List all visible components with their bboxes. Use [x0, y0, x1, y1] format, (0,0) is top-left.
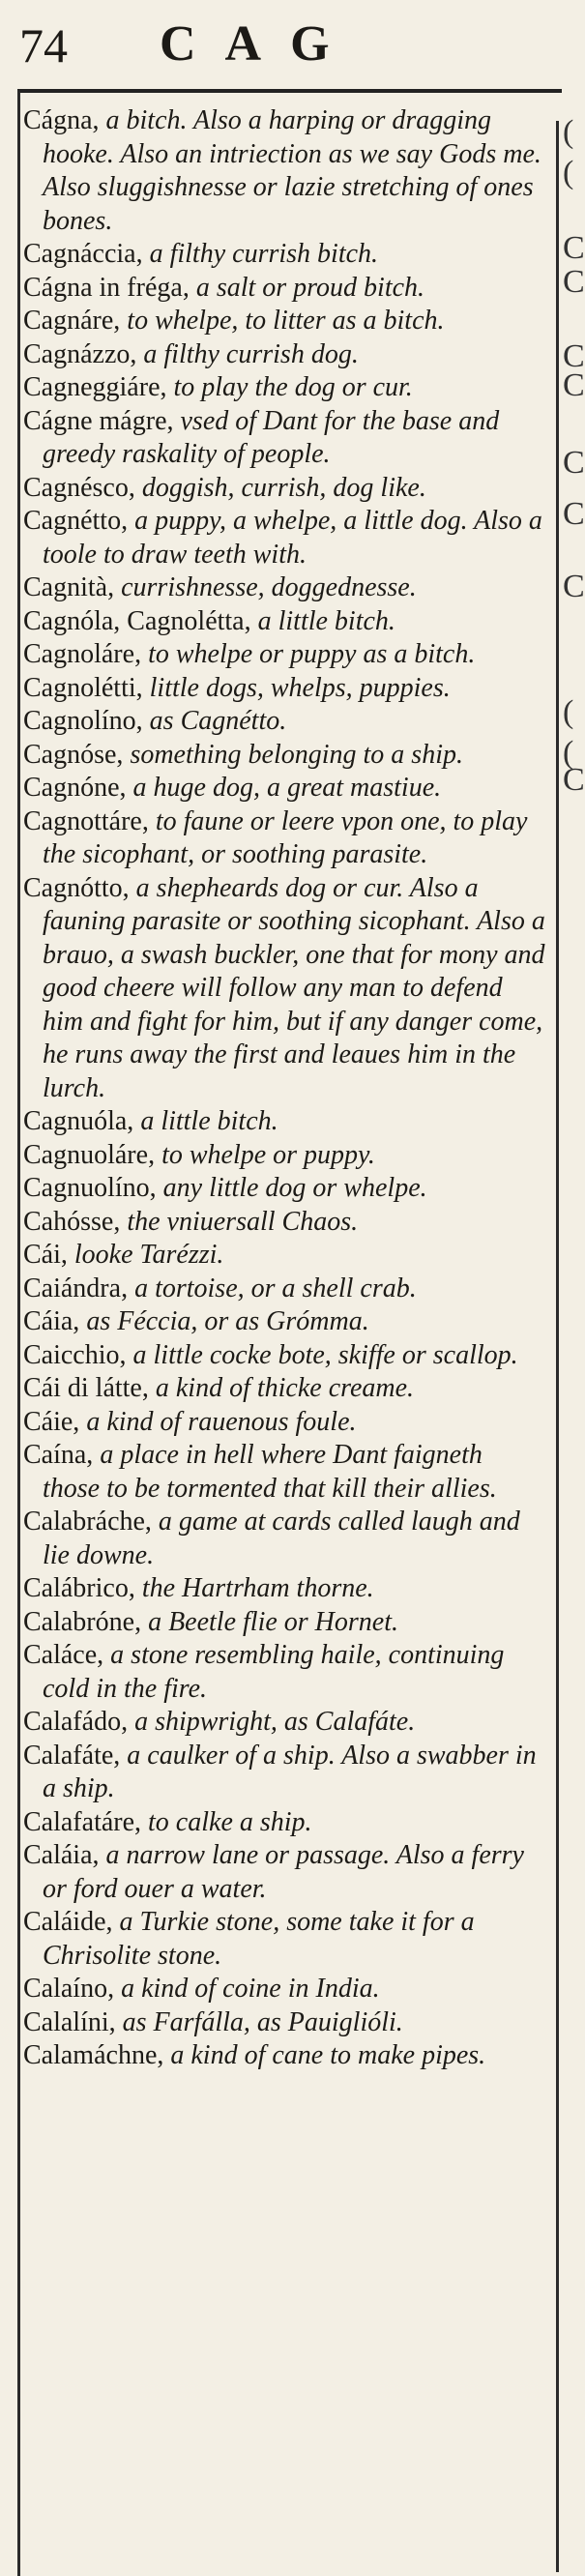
entry-headword: Calamáchne,	[23, 2040, 164, 2070]
dictionary-entry	[23, 1806, 545, 1840]
entry-headword: Cagnétto,	[23, 506, 129, 536]
entry-definition: to whelpe or puppy.	[161, 1139, 375, 1170]
entry-headword: Cáie,	[23, 1406, 80, 1437]
entry-headword: Cágna in fréga,	[23, 272, 190, 303]
dictionary-entry	[23, 1839, 545, 1906]
entry-headword: Cáia,	[23, 1306, 80, 1336]
dictionary-entry	[23, 605, 545, 639]
entry-definition: to play the dog or cur.	[173, 372, 413, 402]
dictionary-entry	[23, 872, 545, 1106]
entry-definition: a shipwright, as Calafáte.	[134, 1707, 416, 1737]
dictionary-entry	[23, 1139, 545, 1173]
entry-definition: as Farfálla, as Pauiglióli.	[122, 2006, 403, 2037]
dictionary-entries	[23, 104, 545, 2073]
entry-headword: Calaíno,	[23, 1974, 115, 2004]
entry-definition: the Hartrham thorne.	[141, 1573, 374, 1603]
entry-definition: a kind of thicke creame.	[155, 1373, 415, 1403]
entry-definition: the vniuersall Chaos.	[127, 1206, 359, 1237]
dictionary-entry	[23, 1606, 545, 1640]
entry-definition: a puppy, a whelpe, a little dog. Also a toole to draw teeth with.	[43, 506, 542, 570]
entry-headword: Calábrico,	[23, 1573, 135, 1603]
dictionary-entry	[23, 272, 545, 306]
dictionary-entry	[23, 1339, 545, 1373]
margin-glyph: (	[563, 114, 574, 150]
entry-headword: Caláia,	[23, 1840, 100, 1870]
entry-definition: a filthy currish dog.	[143, 338, 359, 369]
dictionary-entry	[23, 1906, 545, 1973]
entry-definition: a huge dog, a great mastiue.	[132, 773, 442, 803]
entry-headword: Cagnáccia,	[23, 239, 143, 269]
entry-headword: Caína,	[23, 1440, 94, 1470]
entry-headword: Calafádo,	[23, 1707, 129, 1737]
dictionary-entry	[23, 638, 545, 672]
entry-definition: to whelpe, to litter as a bitch.	[127, 306, 445, 336]
entry-definition: a little bitch.	[257, 605, 395, 636]
entry-headword: Cagnóne,	[23, 773, 127, 803]
entry-headword: Calafatáre,	[23, 1806, 142, 1837]
dictionary-entry	[23, 1973, 545, 2006]
entry-definition: a salt or proud bitch.	[195, 272, 425, 303]
entry-headword: Calabróne,	[23, 1606, 142, 1637]
entry-definition: as Féccia, or as Grómma.	[86, 1306, 369, 1336]
margin-glyph: C	[563, 762, 585, 798]
dictionary-entry	[23, 1572, 545, 1606]
margin-glyph: (	[563, 735, 574, 771]
dictionary-entry	[23, 472, 545, 506]
dictionary-entry	[23, 338, 545, 372]
entry-definition: a shepheards dog or cur. Also a fauning parasite or soothing sicophant. Also a brauo, a swash buckler, one that for mony and good cheere will follow any man to defend him and fight for him, but if any danger come, he runs away the first and leaues him in the lurch.	[43, 872, 545, 1103]
entry-definition: a Beetle flie or Hornet.	[148, 1606, 398, 1637]
margin-glyph: C	[563, 230, 585, 266]
dictionary-entry	[23, 2039, 545, 2073]
dictionary-entry	[23, 238, 545, 272]
entry-definition: something belonging to a ship.	[130, 739, 463, 770]
dictionary-entry	[23, 1372, 545, 1406]
entry-definition: a game at cards called laugh and lie downe.	[43, 1507, 520, 1570]
margin-glyph: (	[563, 155, 574, 190]
entry-definition: a caulker of a ship. Also a swabber in a ship.	[43, 1740, 537, 1803]
dictionary-entry	[23, 571, 545, 605]
adjacent-column-fragments	[563, 114, 585, 798]
entry-definition: a kind of rauenous foule.	[86, 1406, 357, 1437]
dictionary-entry	[23, 104, 545, 238]
dictionary-entry	[23, 1206, 545, 1240]
entry-definition: a little cocke bote, skiffe or scallop.	[132, 1339, 518, 1370]
entry-headword: Cagnésco,	[23, 472, 135, 503]
entry-headword: Cái di látte,	[23, 1373, 149, 1403]
page-number: 74	[19, 18, 68, 73]
dictionary-entry	[23, 505, 545, 571]
entry-definition: a kind of coine in India.	[121, 1974, 380, 2004]
entry-definition: to whelpe or puppy as a bitch.	[148, 639, 476, 669]
entry-headword: Cahósse,	[23, 1206, 121, 1237]
entry-headword: Cagneggiáre,	[23, 372, 167, 402]
entry-headword: Cágna,	[23, 105, 100, 135]
running-head: CAG	[160, 16, 359, 72]
entry-definition: looke Tarézzi.	[73, 1240, 224, 1270]
dictionary-entry	[23, 405, 545, 472]
dictionary-entry	[23, 1740, 545, 1806]
entry-headword: Cagnolíno,	[23, 706, 143, 736]
entry-definition: a place in hell where Dant faigneth those to be tormented that kill their allies.	[43, 1440, 497, 1504]
margin-glyph: C	[563, 445, 585, 481]
entry-headword: Caláide,	[23, 1907, 113, 1937]
dictionary-entry	[23, 672, 545, 706]
dictionary-entry	[23, 1105, 545, 1139]
dictionary-entry	[23, 805, 545, 872]
dictionary-entry	[23, 1706, 545, 1740]
margin-glyph: C	[563, 367, 585, 403]
dictionary-entry	[23, 1506, 545, 1572]
entry-definition: doggish, currish, dog like.	[141, 472, 426, 503]
margin-glyph: C	[563, 496, 585, 532]
margin-glyph: C	[563, 338, 585, 374]
entry-definition: to calke a ship.	[148, 1806, 312, 1837]
entry-headword: Cagnótto,	[23, 872, 130, 903]
entry-definition: vsed of Dant for the base and greedy raskality of people.	[43, 405, 500, 469]
dictionary-entry	[23, 1305, 545, 1339]
margin-glyph: (	[563, 694, 574, 730]
margin-glyph: C	[563, 264, 585, 300]
entry-definition: to faune or leere vpon one, to play the sicophant, or soothing parasite.	[43, 805, 528, 869]
dictionary-entry	[23, 305, 545, 338]
entry-definition: a stone resembling haile, continuing cold in the fire.	[43, 1640, 505, 1704]
entry-definition: a Turkie stone, some take it for a Chrisolite stone.	[43, 1907, 475, 1971]
entry-definition: a tortoise, or a shell crab.	[134, 1273, 417, 1303]
entry-headword: Cágne mágre,	[23, 405, 174, 436]
entry-headword: Cagnázzo,	[23, 338, 137, 369]
entry-headword: Cagnottáre,	[23, 805, 149, 836]
dictionary-entry	[23, 772, 545, 805]
dictionary-entry	[23, 2006, 545, 2040]
entry-definition: little dogs, whelps, puppies.	[149, 672, 451, 703]
dictionary-entry	[23, 1439, 545, 1506]
entry-headword: Cagnuóla,	[23, 1106, 134, 1136]
entry-headword: Caicchio,	[23, 1339, 127, 1370]
entry-headword: Cagnuoláre,	[23, 1139, 156, 1170]
entry-headword: Caiándra,	[23, 1273, 129, 1303]
dictionary-entry	[23, 1639, 545, 1706]
entry-headword: Cagnoláre,	[23, 639, 142, 669]
entry-definition: a filthy currish bitch.	[149, 239, 379, 269]
column-rule	[556, 121, 559, 2572]
dictionary-entry	[23, 1406, 545, 1440]
dictionary-entry	[23, 739, 545, 773]
entry-headword: Cái,	[23, 1240, 68, 1270]
entry-headword: Cagnáre,	[23, 306, 121, 336]
entry-headword: Calafáte,	[23, 1740, 121, 1771]
dictionary-entry	[23, 1239, 545, 1273]
entry-definition: any little dog or whelpe.	[162, 1173, 427, 1203]
entry-headword: Calalíni,	[23, 2006, 116, 2037]
entry-definition: as Cagnétto.	[149, 706, 287, 736]
entry-definition: a kind of cane to make pipes.	[170, 2040, 486, 2070]
entry-headword: Caláce,	[23, 1640, 104, 1670]
entry-definition: a narrow lane or passage. Also a ferry or ford ouer a water.	[43, 1840, 524, 1904]
entry-headword: Cagnuolíno,	[23, 1173, 157, 1203]
dictionary-entry	[23, 705, 545, 739]
entry-definition: a little bitch.	[140, 1106, 278, 1136]
entry-definition: a bitch. Also a harping or dragging hooke. Also an intriection as we say Gods me. Also sluggishnesse or lazie stretching of ones bones.	[43, 105, 541, 236]
entry-headword: Calabráche,	[23, 1507, 152, 1537]
dictionary-entry	[23, 1273, 545, 1306]
entry-headword: Cagnità,	[23, 572, 115, 602]
entry-headword: Cagnóla, Cagnolétta,	[23, 605, 251, 636]
entry-headword: Cagnolétti,	[23, 672, 143, 703]
entry-definition: currishnesse, doggednesse.	[121, 572, 417, 602]
entry-headword: Cagnóse,	[23, 739, 124, 770]
dictionary-entry	[23, 1172, 545, 1206]
dictionary-entry	[23, 371, 545, 405]
margin-glyph: C	[563, 569, 585, 604]
